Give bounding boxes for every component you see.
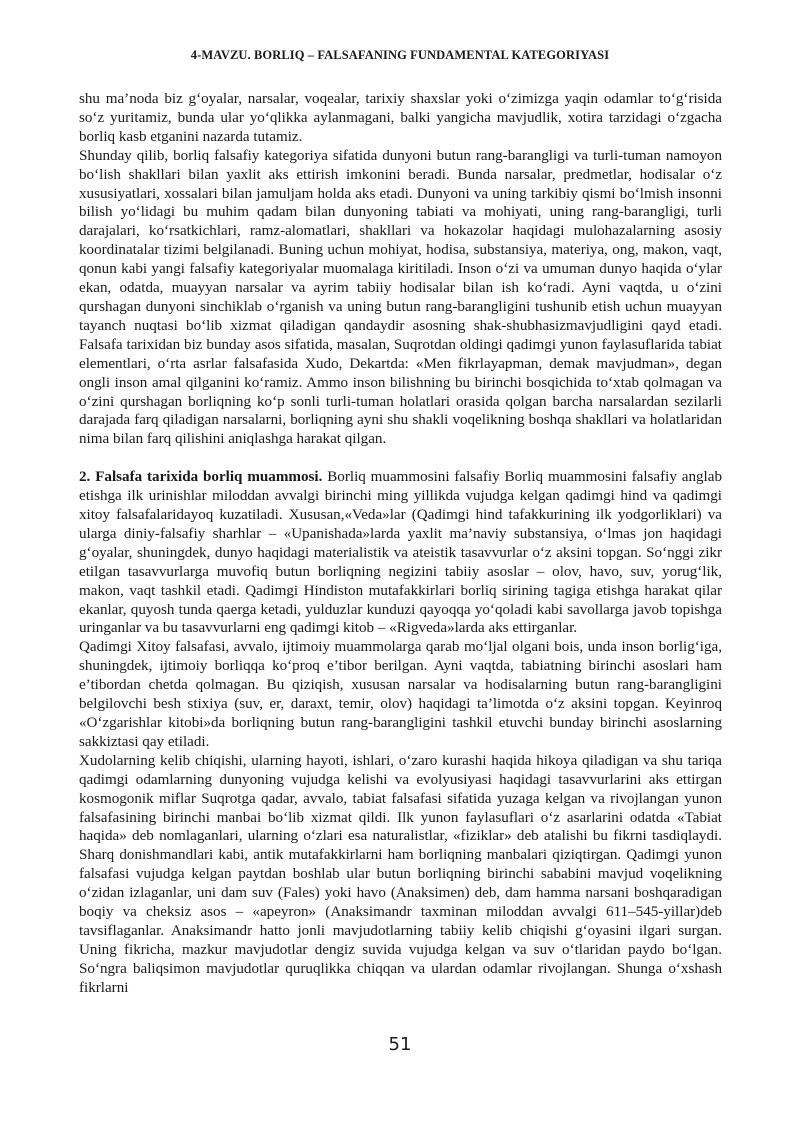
page-number: 51 xyxy=(388,1034,412,1055)
paragraph: Shunday qilib, borliq falsafiy kategoriya sifatida dunyoni butun rang-barangligi va turli-tuman namoyon bo‘lish shakllari bilan yaxlit aks ettirish imkonini beradi. Bunda narsalar, predmetlar, hodisalar o‘z xususiyatlari, xossalari bilan jamuljam holda aks etadi. Dunyoni va uning tarkibiy qismi bo‘lmish insonni bilish yo‘lidagi bu muhim qadam bilan dunyoning tabiati va mohiyati, uning rang-barangligi, turli darajalari, ko‘rsatkichlari, ramz-alomatlari, shakllari va hokazolar haqidagi mulohazalarning asosiy koordinatalar tizimi belgilanadi. Buning uchun mohiyat, hodisa, substansiya, materiya, ong, makon, vaqt, qonun kabi yangi falsafiy kategoriyalar muomalaga kiritiladi. Inson o‘zi va umuman dunyo haqida o‘ylar ekan, odatda, muayyan narsalar va ayrim tabiiy hodisalar bilan ish ko‘radi. Ayni vaqtda, u o‘zini qurshagan dunyoni sinchiklab o‘rganish va uning butun rang-barangligini tushunib etish uchun muayyan tayanch nuqtasi bo‘lib xizmat qiladigan qandaydir asosning shak-shubhasizmavjudligini qayd etadi. Falsafa tarixidan biz bunday asos sifatida, masalan, Suqrotdan oldingi qadimgi yunon faylasuflarida tabiat elementlari, o‘rta asrlar falsafasida Xudo, Dekartda: «Men fikrlayapman, demak mavjudman», degan ongli inson amal qilganini ko‘ramiz. Ammo inson bilishning bu birinchi bosqichida to‘xtab qolmagan va o‘zini qurshagan borliqning ko‘p sonli turli-tuman holatlari orasida qolgan barcha narsalardan sezilarli darajada farq qiladigan narsalarni, borliqning ayni shu shakli voqelikning boshqa shakllari va holatlaridan nima bilan farq qilishini aniqlashga harakat qilgan. xyxy=(79,147,722,448)
paragraph: Qadimgi Xitoy falsafasi, avvalo, ijtimoiy muammolarga qarab mo‘ljal olgani bois, unda inson borlig‘iga, shuningdek, ijtimoiy borliqqa ko‘proq e’tibor berilgan. Ayni vaqtda, tabiatning birinchi asoslari ham e’tibordan chetda qolmagan. Bu qiziqish, xususan narsalar va hodisalarning butun rang-barangligini belgilovchi besh stixiya (suv, er, daraxt, temir, olov) haqidagi ta’limotda o‘z aksini topgan. Keyinroq «O‘zgarishlar kitobi»da borliqning butun rang-barangligini tashkil etuvchi bunday birinchi asoslarning sakkiztasi qay etiladi. xyxy=(79,639,722,750)
paragraph: Xudolarning kelib chiqishi, ularning hayoti, ishlari, o‘zaro kurashi haqida hikoya qiladigan va shu tariqa qadimgi odamlarning dunyoning vujudga kelishi va evolyusiyasi haqidagi tasavvurlarini aks ettirgan kosmogonik miflar Suqrotga qadar, avvalo, tabiat falsafasi sifatida yuzaga kelgan va rivojlangan yunon falsafasining birinchi manbai bo‘lib xizmat qildi. Ilk yunon faylasuflari o‘z asarlarini odatda «Tabiat haqida» deb nomlaganlari, ularning o‘zlari esa naturalistlar, «fiziklar» deb atalishi bu fikrni tasdiqlaydi. Sharq donishmandlari kabi, antik mutafakkirlarni ham borliqning manbalari qiziqtirgan. Qadimgi yunon falsafasi vujudga kelgan paytdan boshlab ular butun borliqning birinchi sababini mavjud voqelikning o‘zidan izlaganlar, uni dam suv (Fales) yoki havo (Anaksimen) deb, dam hamma narsani boshqaradigan boqiy va cheksiz asos – «apeyron» (Anaksimandr taxminan miloddan avvalgi 611–545-yillar)deb tavsiflaganlar. Anaksimandr hatto jonli mavjudotlarning tabiiy kelib chiqishi g‘oyasini ilgari surgan. Uning fikricha, mazkur mavjudotlar dengiz suvida vujudga kelgan va suv o‘tlaridan paydo bo‘lgan. So‘ngra baliqsimon mavjudotlar quruqlikka chiqqan va ulardan odamlar rivojlangan. Shunga o‘xshash fikrlarni xyxy=(79,752,722,996)
section-heading: 2. Falsafa tarixida borliq muammosi. xyxy=(79,469,323,486)
section-lead-text: Borliq muammosini falsafiy Borliq muammosini falsafiy anglab etishga ilk urinishlar miloddan avvalgi birinchi ming yillikda vujudga kelgan qadimgi hind va qadimgi xitoy falsafalaridayoq kuzatiladi. Xususan,«Veda»lar (Qadimgi hind tafakkurining ilk yodgorliklari) va ularga diniy-falsafiy sharhlar – «Upanishada»larda yaxlit ma’naviy substansiya, o‘lmas jon haqidagi g‘oyalar, shuningdek, dunyo haqidagi materialistik va ateistik tasavvurlar o‘z aksini topgan. So‘nggi zikr etilgan tasavvurlarga muvofiq butun borliqning negizini tabiiy asoslar – olov, havo, suv, yorug‘lik, makon, vaqt tashkil etadi. Qadimgi Hindiston mutafakkirlari borliq sirining tagiga etishga harakat qilar ekanlar, quyosh tunda qaerga ketadi, yulduzlar kunduzi qayoqqa yo‘qoladi kabi savollarga javob topishga uringanlar va bu tasavvurlarni eng qadimgi kitob – «Rigveda»larda aks ettirganlar. xyxy=(79,469,722,637)
section-paragraph xyxy=(79,468,722,638)
body-text xyxy=(79,90,722,998)
paragraph: shu ma’noda biz g‘oyalar, narsalar, voqealar, tarixiy shaxslar yoki o‘zimizga yaqin odamlar to‘g‘risida so‘z yuritamiz, bunda ular yo‘qlikka aylanmagani, balki yangicha mavjudlik, xotira tarzidagi o‘zgacha borliq kasb etganini nazarda tutamiz. xyxy=(79,91,722,145)
running-header: 4-MAVZU. BORLIQ – FALSAFANING FUNDAMENTAL KATEGORIYASI xyxy=(190,48,610,62)
